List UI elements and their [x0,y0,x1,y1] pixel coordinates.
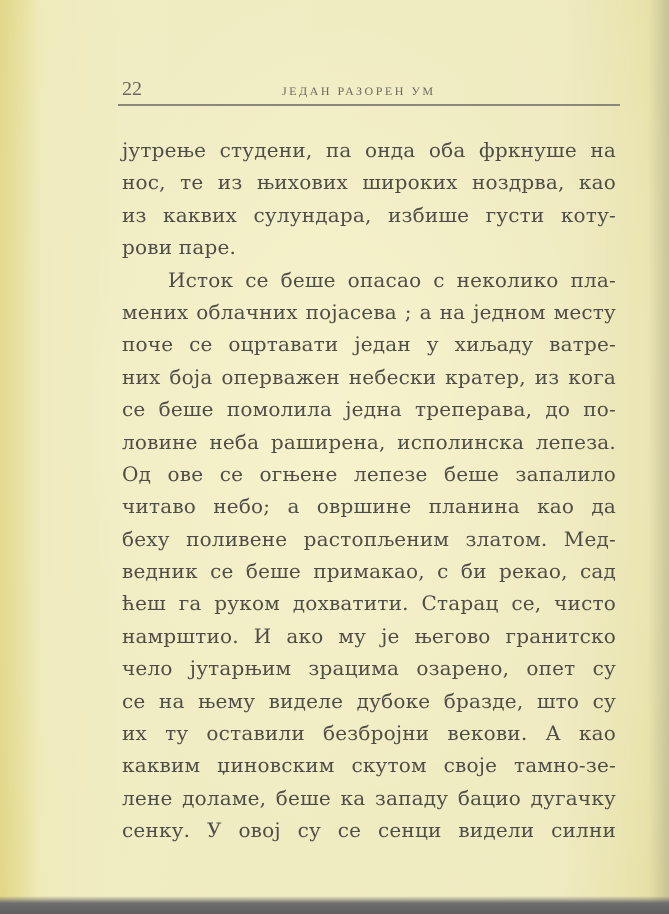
text-line: мених облачних појасева ; а на једном месту [122,299,616,324]
text-line: нос, те из њихових широких ноздрва, као [122,170,616,195]
text-line: се беше помолила једна треперава, до по- [122,397,616,422]
page-bottom-edge [0,896,669,914]
running-head: ЈЕДАН РАЗОРЕН УМ [282,84,436,98]
text-line: них боја оперважен небески кратер, из кога [122,364,616,389]
text-line: Од ове се огњене лепезе беше запалило [122,461,616,486]
text-line: рови паре. [122,235,237,260]
text-line: лене доламе, беше ка западу бацио дугачку [122,785,616,810]
body-text [122,134,616,847]
text-line: беху поливене растопљеним златом. Мед- [122,526,616,551]
text-line: намрштио. И ако му је његово гранитско [122,623,616,648]
text-line: каквим џиновским скутом своје тамно-зе- [122,753,616,778]
page-header [122,78,620,104]
text-line: поче се оцртавати један у хиљаду ватре- [122,332,616,357]
page-stain [0,0,40,914]
text-line: Исток се беше опасао с неколико пла- [168,267,616,292]
page-number: 22 [122,78,142,100]
text-line: јутрење студени, па онда оба фркнуше на [122,138,616,162]
text-line: ловине неба раширена, исполинска лепеза. [122,429,616,454]
text-line: сенку. У овој су се сенци видели силни [122,818,616,843]
text-line: из каквих сулундара, избише густи коту- [122,202,616,227]
text-line: чело јутарњим зрацима озарено, опет су [122,656,616,681]
text-line: се на њему виделе дубоке бразде, што су [122,688,616,713]
header-rule [118,104,620,106]
text-line: их ту оставили безбројни векови. А као [122,721,616,746]
text-line: ћеш га руком дохватити. Старац се, чисто [122,591,616,616]
text-line: читаво небо; а овршине планина као да [122,494,616,519]
page-edge-shadow [648,0,669,914]
text-line: ведник се беше примакао, с би рекао, сад [122,559,616,584]
